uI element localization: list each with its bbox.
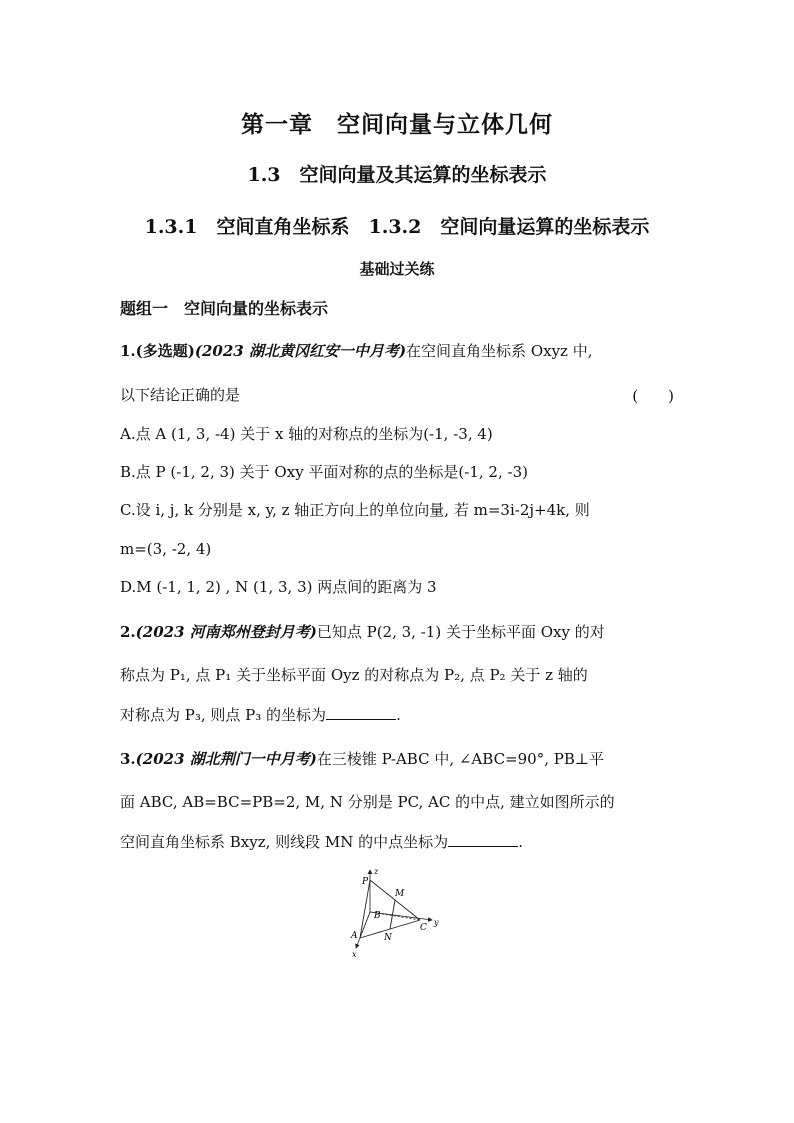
- q2-text3: 对称点为 P₃, 则点 P₃ 的坐标为: [120, 706, 327, 724]
- q3-line3: [120, 832, 523, 852]
- label-M: M: [395, 889, 405, 899]
- q3-answer-blank[interactable]: [448, 832, 518, 847]
- q1-source: (2023 湖北黄冈红安一中月考): [194, 342, 407, 360]
- subsection-title: 1.3.1 空间直角坐标系 1.3.2 空间向量运算的坐标表示: [144, 216, 650, 238]
- q3-text3: 空间直角坐标系 Bxyz, 则线段 MN 的中点坐标为: [120, 833, 449, 851]
- label-A: A: [351, 931, 358, 941]
- q2-number: 2.: [120, 623, 136, 641]
- q3-source: (2023 湖北荆门一中月考): [135, 750, 317, 768]
- label-N: N: [384, 933, 392, 943]
- q1-tag: (多选题): [135, 342, 195, 360]
- group-title: 题组一 空间向量的坐标表示: [120, 299, 329, 318]
- practice-label: 基础过关练: [359, 260, 435, 278]
- q2-line3: [120, 705, 401, 725]
- q1-option-b: B.点 P (-1, 2, 3) 关于 Oxy 平面对称的点的坐标是(-1, 2, -3): [120, 463, 528, 481]
- q2-period: .: [396, 706, 401, 724]
- q2-line1: [120, 622, 605, 642]
- pyramid-figure: [340, 862, 450, 962]
- section-title: 1.3 空间向量及其运算的坐标表示: [247, 164, 547, 186]
- q2-text1: 已知点 P(2, 3, -1) 关于坐标平面 Oxy 的对: [316, 623, 605, 641]
- q2-line2: 称点为 P₁, 点 P₁ 关于坐标平面 Oyz 的对称点为 P₂, 点 P₂ 关于 z 轴的: [120, 666, 588, 684]
- q3-number: 3.: [120, 750, 136, 768]
- q1-answer-paren: ( ): [632, 387, 674, 405]
- q3-text1: 在三棱锥 P-ABC 中, ∠ABC=90°, PB⊥平: [316, 750, 604, 768]
- q1-option-c-line1: C.设 i, j, k 分别是 x, y, z 轴正方向上的单位向量, 若 m=3i-2j+4k, 则: [120, 501, 590, 519]
- label-B: B: [374, 911, 381, 921]
- q1-stem: 在空间直角坐标系 Oxyz 中,: [406, 342, 593, 360]
- edge-PA: [360, 880, 370, 938]
- label-C: C: [420, 923, 427, 933]
- chapter-title: 第一章 空间向量与立体几何: [241, 111, 553, 138]
- q1-stem-line2: 以下结论正确的是: [120, 386, 241, 404]
- q1-option-a: A.点 A (1, 3, -4) 关于 x 轴的对称点的坐标为(-1, -3, 4): [120, 425, 493, 443]
- q1-number: 1.: [120, 342, 136, 360]
- q1-option-c-line2: m=(3, -2, 4): [120, 540, 212, 558]
- label-y: y: [434, 918, 439, 927]
- q3-line1: [120, 749, 604, 769]
- q3-line2: 面 ABC, AB=BC=PB=2, M, N 分别是 PC, AC 的中点, 建立如图所示的: [120, 793, 615, 811]
- q1-option-d: D.M (-1, 1, 2) , N (1, 3, 3) 两点间的距离为 3: [120, 578, 437, 596]
- q2-answer-blank[interactable]: [326, 705, 396, 720]
- q2-source: (2023 河南郑州登封月考): [135, 623, 317, 641]
- label-P: P: [362, 877, 369, 887]
- q1-stem-line1: [120, 341, 593, 361]
- q3-period: .: [518, 833, 523, 851]
- label-x: x: [352, 950, 357, 959]
- label-z: z: [374, 867, 379, 876]
